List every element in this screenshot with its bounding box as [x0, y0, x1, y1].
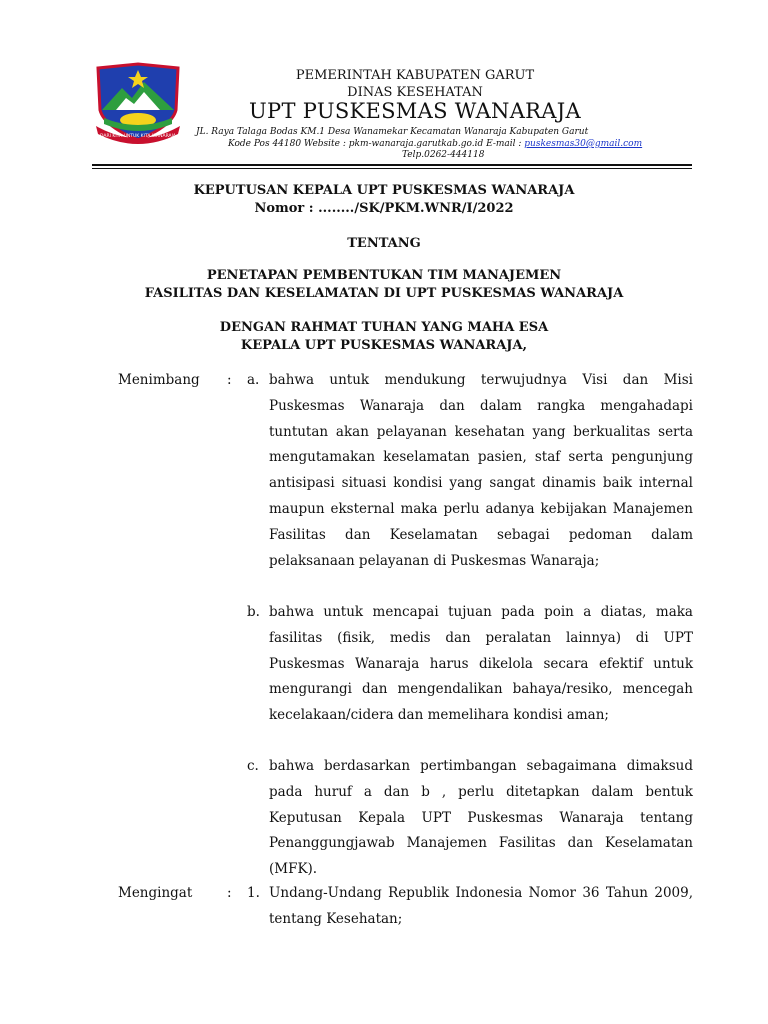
- subject-line-1: PENETAPAN PEMBENTUKAN TIM MANAJEMEN: [206, 268, 562, 283]
- item-marker-c: c.: [247, 758, 259, 774]
- address-line: JL. Raya Talaga Bodas KM.1 Desa Wanamekar Kecamatan Wanaraja Kabupaten Garut: [196, 127, 589, 137]
- header-rule-thin: [92, 168, 692, 169]
- subject-line-2: FASILITAS DAN KESELAMATAN DI UPT PUSKESMAS WANARAJA: [144, 286, 624, 301]
- menimbang-item-b: bahwa untuk mencapai tujuan pada poin a diatas, maka fasilitas (fisik, medis dan peralatan lainnya) di UPT Puskesmas Wanaraja harus dikelola secara efektif untuk mengurangi dan mengendalikan bahaya/resiko, mencegah kecelakaan/cidera dan memelihara kondisi aman;: [269, 604, 693, 724]
- contact-line: [228, 139, 642, 149]
- postal-website: Kode Pos 44180 Website : pkm-wanaraja.garutkab.go.id E-mail :: [228, 139, 525, 149]
- email-link[interactable]: puskesmas30@gmail.com: [524, 139, 643, 149]
- institution-name: UPT PUSKESMAS WANARAJA: [249, 99, 581, 123]
- mengingat-item-1: Undang-Undang Republik Indonesia Nomor 36 Tahun 2009, tentang Kesehatan;: [269, 885, 693, 927]
- menimbang-label: Menimbang: [118, 372, 200, 388]
- mengingat-colon: :: [227, 885, 232, 901]
- menimbang-item-c: bahwa berdasarkan pertimbangan sebagaimana dimaksud pada huruf a dan b , perlu ditetapkan dalam bentuk Keputusan Kepala UPT Puskesmas Wanaraja tentang Penanggungjawab Manajemen Fasilitas dan Keselamatan (MFK).: [269, 758, 693, 878]
- phone-line: Telp.0262-444118: [402, 150, 485, 160]
- agency-name: DINAS KESEHATAN: [347, 85, 483, 100]
- item-marker-b: b.: [247, 604, 260, 620]
- decision-title: KEPUTUSAN KEPALA UPT PUSKESMAS WANARAJA: [193, 183, 575, 198]
- grace-line-1: DENGAN RAHMAT TUHAN YANG MAHA ESA: [219, 320, 549, 335]
- svg-text:DARI KITA UNTUK KITA WANARAJA: DARI KITA UNTUK KITA WANARAJA: [100, 134, 176, 139]
- item-marker-1: 1.: [247, 885, 260, 901]
- item-marker-a: a.: [247, 372, 260, 388]
- menimbang-colon: :: [227, 372, 232, 388]
- grace-line-2: KEPALA UPT PUSKESMAS WANARAJA,: [240, 338, 528, 353]
- header-rule-thick: [92, 164, 692, 166]
- gov-name: PEMERINTAH KABUPATEN GARUT: [295, 68, 535, 83]
- mengingat-label: Mengingat: [118, 885, 193, 901]
- menimbang-item-a: bahwa untuk mendukung terwujudnya Visi dan Misi Puskesmas Wanaraja dan dalam rangka mengahadapi tuntutan akan pelayanan kesehatan yang berkualitas serta mengutamakan keselamatan pasien, staf serta pengunjung antisipasi situasi kondisi yang sangat dinamis baik internal maupun eksternal maka perlu adanya kebijakan Manajemen Fasilitas dan Keselamatan sebagai pedoman dalam pelaksanaan pelayanan di Puskesmas Wanaraja;: [269, 372, 693, 569]
- decision-number: Nomor : ......../SK/PKM.WNR/I/2022: [254, 201, 514, 216]
- letterhead: [0, 0, 768, 175]
- about-heading: TENTANG: [347, 236, 421, 251]
